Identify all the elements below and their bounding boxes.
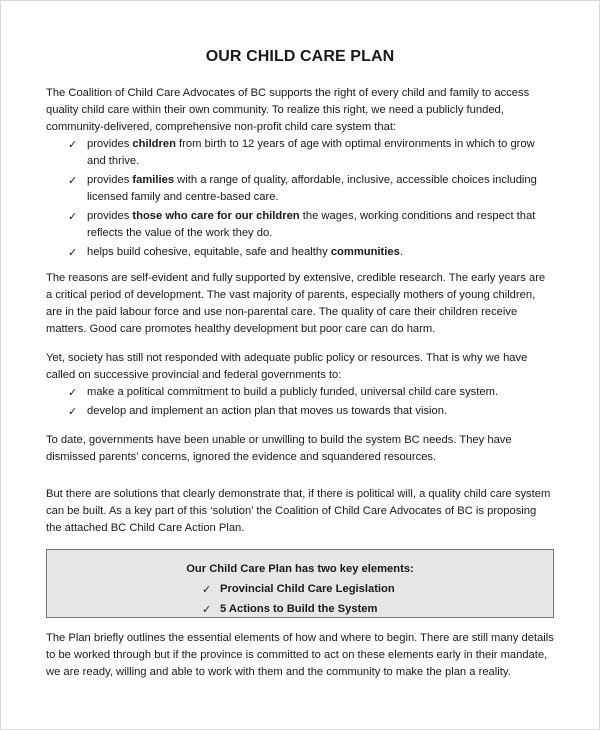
item-text-bold: those who care for our children [132,210,300,222]
list-item [46,244,554,261]
document-page [46,40,554,681]
closing-paragraph: The Plan briefly outlines the essential elements of how and where to begin. There are still many details to be worked through but if the province is committed to act on these elements early in their mandate, we are ready, willing and able to work with them and the community to make the plan a reality. [46,632,554,678]
list-item [46,172,554,206]
item-text: make a political commitment to build a publicly funded, universal child care system. [87,386,499,398]
checkmark-icon: ✓ [202,603,212,616]
item-text-bold: communities [330,246,400,258]
intro-paragraph: The Coalition of Child Care Advocates of BC supports the right of every child and family to access quality child care within their own community. To realize this right, we need a publicly funded, community-delivered, comprehensive non-profit child care system that: [46,87,530,133]
checkmark-icon: ✓ [68,174,78,187]
callout-item-text: 5 Actions to Build the System [220,603,378,615]
item-text-bold: children [132,138,176,150]
item-text-bold: families [132,174,175,186]
checkmark-icon: ✓ [68,246,78,259]
item-text-post: from birth to 12 years of age with optimal environments in which to grow and thrive. [87,138,535,167]
checkmark-icon: ✓ [68,405,78,418]
callout-item-text: Provincial Child Care Legislation [220,583,395,595]
list-item [46,403,554,420]
item-text-post: the wages, working conditions and respect that reflects the value of the work they do. [87,210,536,239]
document-title: OUR CHILD CARE PLAN [205,48,395,65]
needs-list [46,136,554,261]
list-item [46,136,554,170]
callout-heading: Our Child Care Plan has two key elements: [186,563,414,575]
to-date-paragraph: To date, governments have been unable or unwilling to build the system BC needs. They have dismissed parents’ concerns, ignored the evidence and squandered resources. [46,434,512,463]
checkmark-icon: ✓ [68,386,78,399]
checkmark-icon: ✓ [202,583,212,596]
item-text: develop and implement an action plan that moves us towards that vision. [87,405,448,417]
item-text-post: . [399,246,403,258]
item-text-pre: helps build cohesive, equitable, safe and healthy [87,246,331,258]
key-elements-callout [46,549,554,618]
callout-item [47,601,553,618]
yet-paragraph: Yet, society has still not responded with adequate public policy or resources. That is why we have called on successive provincial and federal governments to: [46,352,528,381]
solutions-paragraph: But there are solutions that clearly demonstrate that, if there is political will, a quality child care system can be built. As a key part of this ‘solution’ the Coalition of Child Care Advocates of BC is proposing the attached BC Child Care Action Plan. [46,488,551,534]
item-text-pre: provides [87,174,133,186]
callout-item [47,581,553,598]
reasons-paragraph: The reasons are self-evident and fully supported by extensive, credible research. The early years are a critical period of development. The vast majority of parents, especially mothers of young children, are in the paid labour force and use non-parental care. The quality of care their children receive matters. Good care promotes healthy development but poor care can do harm. [46,272,546,335]
list-item [46,208,554,242]
item-text-post: with a range of quality, affordable, inclusive, accessible choices including licensed family and centre-based care. [87,174,537,203]
list-item [46,384,554,401]
item-text-pre: provides [87,210,133,222]
calls-list [46,384,554,420]
checkmark-icon: ✓ [68,210,78,223]
item-text-pre: provides [87,138,133,150]
checkmark-icon: ✓ [68,138,78,151]
